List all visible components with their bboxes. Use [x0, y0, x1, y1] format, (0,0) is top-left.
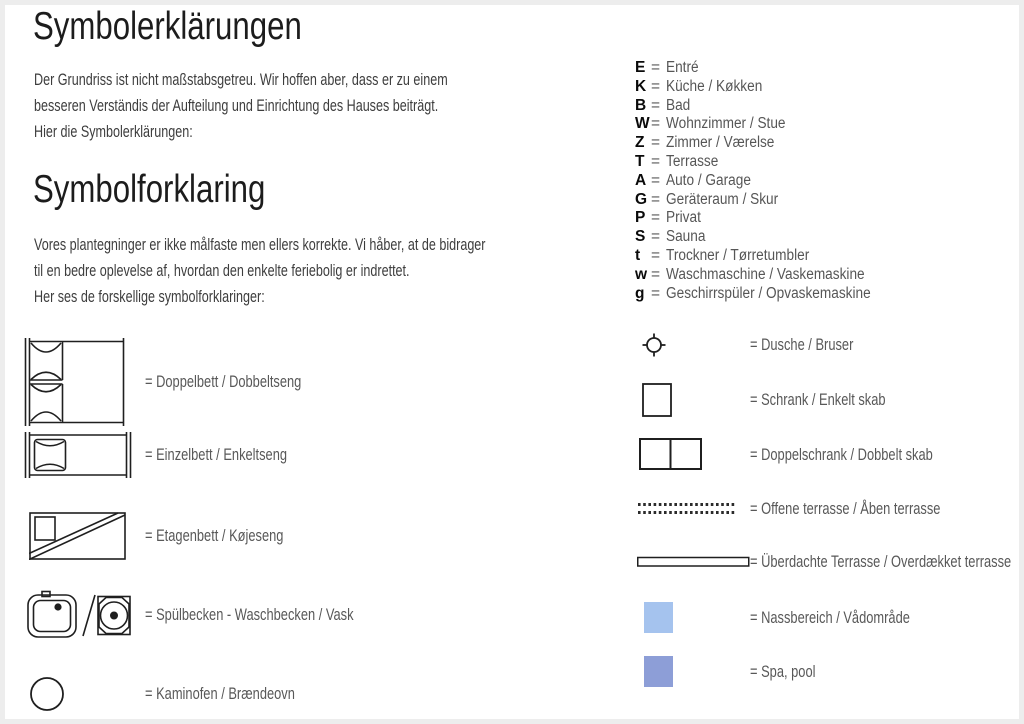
legend-label: = Nassbereich / Vådområde	[750, 608, 910, 627]
abbreviation-desc: Geräteraum / Skur	[666, 190, 779, 208]
abbreviation-desc: Bad	[666, 96, 691, 114]
abbreviation-row	[635, 153, 899, 172]
equals-sign: =	[651, 246, 661, 264]
abbreviation-desc: Trockner / Tørretumbler	[666, 246, 810, 264]
legend-row-single-cabinet	[637, 382, 924, 418]
sink-washbasin-icon	[27, 590, 131, 640]
equals-sign: =	[651, 59, 661, 76]
legend-row-shower	[637, 332, 883, 358]
abbreviation-desc: Auto / Garage	[666, 171, 751, 189]
double-cabinet-icon	[639, 438, 703, 472]
legend-row-double-bed	[23, 337, 345, 427]
wood-stove-icon	[29, 676, 65, 712]
legend-row-bunk-bed	[29, 512, 323, 560]
covered-terrace-icon	[637, 556, 750, 568]
legend-label: = Dusche / Bruser	[750, 335, 854, 354]
abbreviation-desc: Terrasse	[666, 152, 719, 170]
bunk-bed-icon	[29, 512, 126, 560]
equals-sign: =	[651, 190, 661, 208]
open-terrace-icon	[637, 501, 737, 517]
abbreviation-row	[635, 266, 899, 285]
legend-label: = Einzelbett / Enkeltseng	[145, 445, 288, 464]
abbreviation-desc: Geschirrspüler / Opvaskemaskine	[666, 284, 871, 302]
page-title-german: Symbolerklärungen	[33, 5, 302, 48]
abbreviation-row	[635, 59, 899, 78]
double-bed-icon	[23, 338, 127, 426]
abbreviation-row	[635, 97, 899, 116]
abbreviation-letter: g	[635, 284, 645, 302]
abbreviation-desc: Sauna	[666, 228, 706, 246]
abbreviation-letter: W	[635, 115, 650, 133]
legend-label: = Doppelschrank / Dobbelt skab	[750, 445, 933, 464]
abbreviation-desc: Waschmaschine / Vaskemaskine	[666, 265, 865, 283]
legend-label: = Kaminofen / Brændeovn	[145, 684, 295, 703]
abbreviation-row	[635, 209, 899, 228]
abbreviation-letter: A	[635, 171, 647, 189]
equals-sign: =	[651, 265, 661, 283]
legend-row-double-cabinet	[637, 438, 984, 472]
page-title-danish: Symbolforklaring	[33, 168, 266, 211]
equals-sign: =	[651, 152, 661, 170]
equals-sign: =	[651, 284, 661, 302]
intro-german-line: Hier die Symbolerklärungen:	[34, 122, 193, 141]
legend-row-open-terrace	[637, 501, 994, 517]
equals-sign: =	[651, 228, 661, 246]
spa-pool-icon	[644, 656, 674, 688]
abbreviation-row	[635, 228, 899, 247]
abbreviation-desc: Entré	[666, 59, 699, 76]
shower-icon	[641, 332, 667, 358]
abbreviation-letter: G	[635, 190, 648, 208]
intro-danish-line: til en bedre oplevelse af, hvordan den enkelte feriebolig er indrettet.	[34, 261, 410, 280]
abbreviation-letter: P	[635, 209, 646, 227]
legend-row-wood-stove	[29, 676, 337, 712]
abbreviation-desc: Wohnzimmer / Stue	[666, 115, 786, 133]
legend-label: = Überdachte Terrasse / Overdækket terrasse	[750, 552, 1012, 571]
intro-danish	[34, 232, 644, 310]
abbreviation-letter: t	[635, 246, 641, 264]
legend-label: = Spülbecken - Waschbecken / Vask	[145, 605, 354, 624]
legend-row-spa-pool	[637, 656, 834, 688]
legend-row-sink	[27, 590, 412, 640]
abbreviation-letter: E	[635, 59, 646, 76]
legend-row-single-bed	[23, 432, 327, 478]
intro-german-line: besseren Verständis der Aufteilung und Einrichtung des Hauses beiträgt.	[34, 96, 439, 115]
legend-label: = Schrank / Enkelt skab	[750, 390, 886, 409]
abbreviation-letter: K	[635, 77, 647, 95]
single-cabinet-icon	[642, 383, 672, 417]
abbreviation-letter: B	[635, 96, 647, 114]
intro-german-line: Der Grundriss ist nicht maßstabsgetreu. Wir hoffen aber, dass er zu einem	[34, 70, 448, 89]
abbreviation-letter: Z	[635, 134, 645, 152]
intro-german	[34, 67, 593, 145]
abbreviation-letter: S	[635, 228, 646, 246]
abbreviation-letter: w	[635, 265, 648, 283]
abbreviation-row	[635, 191, 899, 210]
legend-label: = Doppelbett / Dobbeltseng	[145, 372, 302, 391]
abbreviation-desc: Zimmer / Værelse	[666, 134, 775, 152]
abbreviation-row	[635, 247, 899, 266]
abbreviation-row	[635, 115, 899, 134]
equals-sign: =	[651, 96, 661, 114]
single-bed-icon	[23, 432, 133, 478]
intro-danish-line: Vores plantegninger er ikke målfaste men ellers korrekte. Vi håber, at de bidrager	[34, 235, 486, 254]
abbreviation-row	[635, 134, 899, 153]
abbreviation-desc: Privat	[666, 209, 701, 227]
legend-label: = Etagenbett / Køjeseng	[145, 526, 284, 545]
equals-sign: =	[651, 171, 661, 189]
abbreviation-list	[635, 59, 899, 303]
abbreviation-letter: T	[635, 152, 645, 170]
abbreviation-row	[635, 285, 899, 304]
equals-sign: =	[651, 209, 661, 227]
legend-label: = Offene terrasse / Åben terrasse	[750, 499, 941, 518]
intro-danish-line: Her ses de forskellige symbolforklaringer:	[34, 287, 265, 306]
abbreviation-row	[635, 172, 899, 191]
equals-sign: =	[651, 77, 661, 95]
legend-row-covered-terrace	[637, 552, 1024, 571]
abbreviation-row	[635, 78, 899, 97]
equals-sign: =	[651, 115, 661, 133]
equals-sign: =	[651, 134, 661, 152]
wet-area-icon	[644, 602, 674, 634]
abbreviation-desc: Küche / Køkken	[666, 77, 763, 95]
legend-row-wet-area	[637, 602, 955, 634]
legend-label: = Spa, pool	[750, 662, 816, 681]
